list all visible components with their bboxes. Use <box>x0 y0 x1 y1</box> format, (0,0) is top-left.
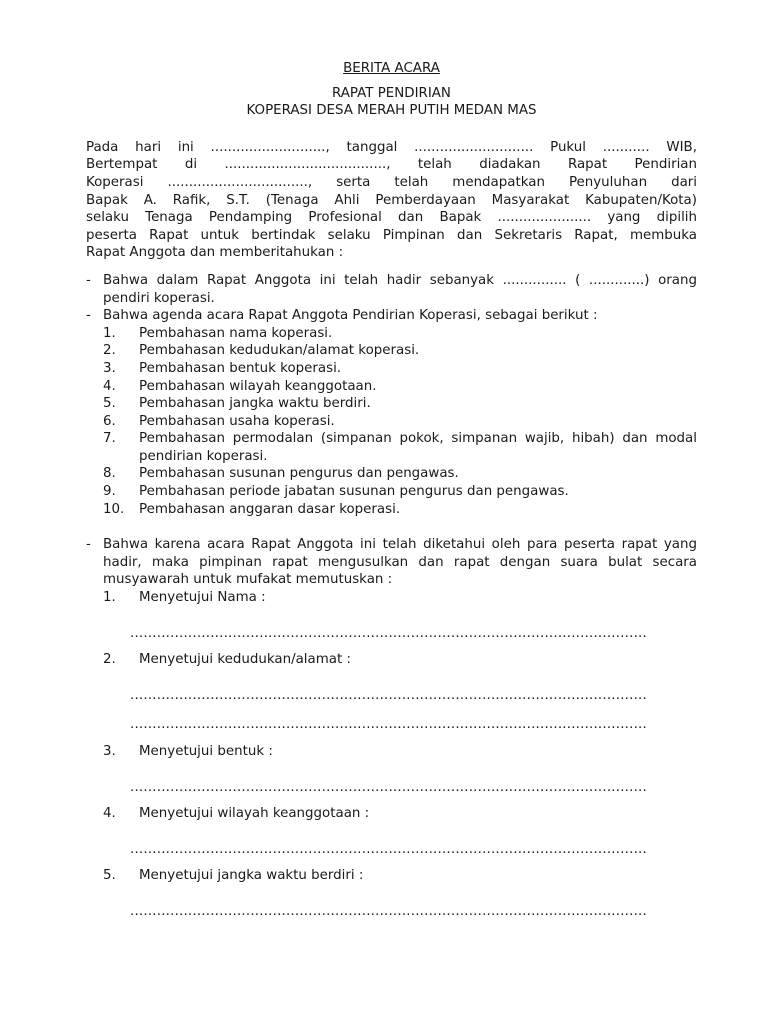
agenda-number: 3. <box>103 360 116 376</box>
intro-line: Bapak A. Rafik, S.T. (Tenaga Ahli Pemberdayaan Masyarakat Kabupaten/Kota) <box>86 192 697 208</box>
decision-text: Menyetujui kedudukan/alamat : <box>139 652 351 668</box>
decision-text: Menyetujui wilayah keanggotaan : <box>139 806 370 822</box>
document-subtitle: RAPAT PENDIRIAN <box>332 85 451 101</box>
fill-line-duration[interactable]: .................................................................................................................... <box>130 903 647 919</box>
agenda-item <box>86 395 697 413</box>
agenda-number: 7. <box>103 431 116 447</box>
agenda-text: Pembahasan kedudukan/alamat koperasi. <box>139 343 420 359</box>
decision-text: Menyetujui jangka waktu berdiri : <box>139 868 364 884</box>
decision-intro: Bahwa karena acara Rapat Anggota ini telah diketahui oleh para peserta rapat yang hadir, maka pimpinan rapat mengusulkan dan rapat dengan suara bulat secara musyawarah untuk mufakat memutuskan : <box>103 537 697 588</box>
decision-item-membership <box>86 805 697 823</box>
agenda-text: Pembahasan wilayah keanggotaan. <box>139 378 377 394</box>
bullet-dash: - <box>86 272 91 288</box>
decision-list <box>86 589 697 921</box>
agenda-number: 2. <box>103 343 116 359</box>
agenda-number: 1. <box>103 325 116 341</box>
fill-line-address-2[interactable]: .................................................................................................................... <box>130 717 647 733</box>
decision-number: 4. <box>103 806 116 822</box>
attendance-bullet <box>86 272 697 307</box>
agenda-item <box>86 325 697 343</box>
agenda-item <box>86 483 697 501</box>
decision-bullet <box>86 536 697 589</box>
fill-line-address[interactable]: .................................................................................................................... <box>130 687 647 703</box>
fill-line-form[interactable]: .................................................................................................................... <box>130 779 647 795</box>
decision-item-name <box>86 589 697 607</box>
decision-text: Menyetujui Nama : <box>139 590 266 606</box>
agenda-item <box>86 413 697 431</box>
intro-line: Pada hari ini ..........................., tanggal ............................ Pukul ........... WIB, <box>86 139 697 155</box>
agenda-item <box>86 360 697 378</box>
agenda-text: Pembahasan susunan pengurus dan pengawas. <box>139 466 459 482</box>
agenda-list <box>86 325 697 519</box>
fill-line-membership[interactable]: .................................................................................................................... <box>130 841 647 857</box>
decision-text: Menyetujui bentuk : <box>139 744 273 759</box>
agenda-item <box>86 501 697 519</box>
document-title: BERITA ACARA <box>343 61 440 76</box>
cooperative-name: KOPERASI DESA MERAH PUTIH MEDAN MAS <box>246 103 537 119</box>
agenda-bullet <box>86 307 697 325</box>
intro-line: Koperasi ................................., serta telah mendapatkan Penyuluhan dari <box>86 174 697 190</box>
intro-line: Rapat Anggota dan memberitahukan : <box>86 245 344 261</box>
agenda-text: Pembahasan permodalan (simpanan pokok, simpanan wajib, hibah) dan modal pendirian koperasi. <box>139 431 697 464</box>
intro-line: peserta Rapat untuk bertindak selaku Pimpinan dan Sekretaris Rapat, membuka <box>86 227 697 243</box>
document-page <box>86 60 697 921</box>
intro-paragraph <box>86 139 697 262</box>
decision-item-duration <box>86 867 697 885</box>
decision-number: 2. <box>103 652 116 668</box>
document-header <box>86 60 697 120</box>
decision-item-form <box>86 743 697 761</box>
agenda-number: 5. <box>103 396 116 412</box>
intro-line: Bertempat di ......................................, telah diadakan Rapat Pendirian <box>86 157 697 173</box>
attendance-text: Bahwa dalam Rapat Anggota ini telah hadir sebanyak ............... ( .............) orang pendiri koperasi. <box>103 272 697 306</box>
agenda-number: 9. <box>103 484 116 500</box>
decision-item-address <box>86 651 697 669</box>
fill-line-name[interactable]: .................................................................................................................... <box>130 625 647 641</box>
bullet-dash: - <box>86 537 91 553</box>
bullet-dash: - <box>86 308 91 324</box>
intro-line: selaku Tenaga Pendamping Profesional dan Bapak ...................... yang dipilih <box>86 210 697 226</box>
agenda-text: Pembahasan periode jabatan susunan pengurus dan pengawas. <box>139 484 569 500</box>
agenda-item <box>86 430 697 465</box>
agenda-intro: Bahwa agenda acara Rapat Anggota Pendirian Koperasi, sebagai berikut : <box>103 308 598 324</box>
agenda-number: 8. <box>103 466 116 482</box>
agenda-item <box>86 378 697 396</box>
decision-number: 1. <box>103 590 116 606</box>
agenda-text: Pembahasan anggaran dasar koperasi. <box>139 501 401 517</box>
agenda-text: Pembahasan bentuk koperasi. <box>139 360 342 376</box>
decision-number: 5. <box>103 868 116 884</box>
agenda-item <box>86 465 697 483</box>
agenda-number: 4. <box>103 378 116 394</box>
agenda-text: Pembahasan usaha koperasi. <box>139 413 335 429</box>
agenda-text: Pembahasan jangka waktu berdiri. <box>139 396 371 412</box>
decision-number: 3. <box>103 744 116 759</box>
agenda-number: 6. <box>103 413 116 429</box>
agenda-number: 10. <box>103 501 125 517</box>
agenda-text: Pembahasan nama koperasi. <box>139 325 333 341</box>
agenda-item <box>86 342 697 360</box>
